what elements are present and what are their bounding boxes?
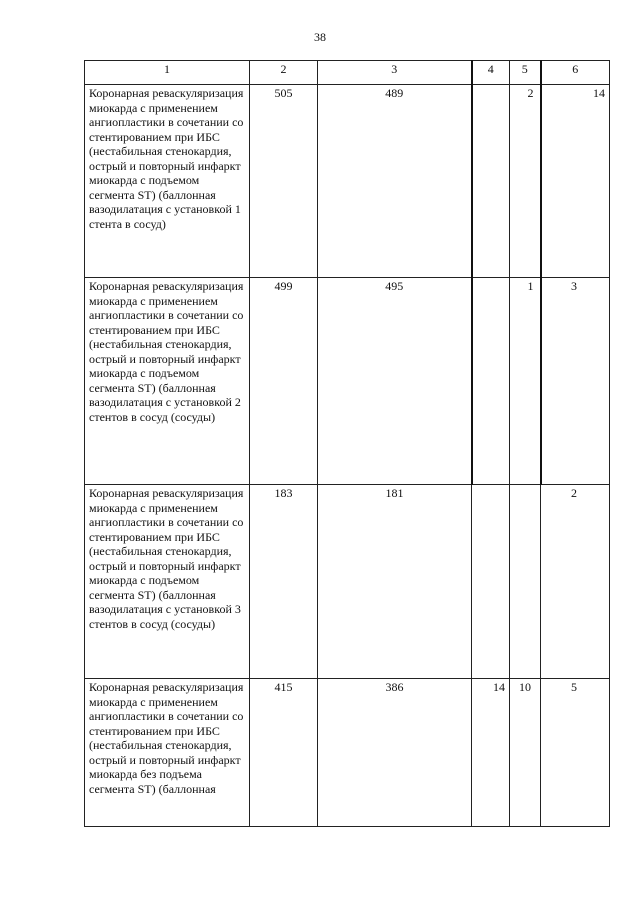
header-cell-2: 2 bbox=[250, 61, 318, 85]
data-table bbox=[84, 60, 610, 827]
value-cell-5: 10 bbox=[510, 679, 541, 827]
procedure-name-cell: Коронарная реваскуляризация миокарда с применением ангиопластики в сочетании со стентированием при ИБС (нестабильная стенокардия, острый и повторный инфаркт миокарда с подъемом сегмента ST) (баллонная вазодилатация с установкой 3 стентов в сосуд (сосуды) bbox=[85, 485, 250, 679]
value-cell-3: 489 bbox=[318, 85, 472, 278]
value-cell-4 bbox=[472, 85, 510, 278]
header-cell-3: 3 bbox=[318, 61, 472, 85]
value-cell-3: 386 bbox=[318, 679, 472, 827]
value-cell-3: 495 bbox=[318, 278, 472, 485]
value-cell-4 bbox=[472, 278, 510, 485]
value-cell-5: 2 bbox=[510, 85, 541, 278]
header-cell-4: 4 bbox=[472, 61, 510, 85]
header-cell-5: 5 bbox=[510, 61, 541, 85]
value-cell-6: 2 bbox=[541, 485, 610, 679]
value-cell-2: 183 bbox=[250, 485, 318, 679]
procedure-name-cell: Коронарная реваскуляризация миокарда с применением ангиопластики в сочетании со стентированием при ИБС (нестабильная стенокардия, острый и повторный инфаркт миокарда без подъема сегмента ST) (баллонная bbox=[85, 679, 250, 827]
value-cell-6: 5 bbox=[541, 679, 610, 827]
value-cell-5 bbox=[510, 485, 541, 679]
table-row bbox=[85, 85, 610, 278]
value-cell-2: 499 bbox=[250, 278, 318, 485]
header-cell-6: 6 bbox=[541, 61, 610, 85]
value-cell-4 bbox=[472, 485, 510, 679]
value-cell-5: 1 bbox=[510, 278, 541, 485]
table-row bbox=[85, 485, 610, 679]
value-cell-4: 14 bbox=[472, 679, 510, 827]
value-cell-6: 3 bbox=[541, 278, 610, 485]
table-row bbox=[85, 679, 610, 827]
table-header-row bbox=[85, 61, 610, 85]
procedure-name-cell: Коронарная реваскуляризация миокарда с применением ангиопластики в сочетании со стентированием при ИБС (нестабильная стенокардия, острый и повторный инфаркт миокарда с подъемом сегмента ST) (баллонная вазодилатация с установкой 1 стента в сосуд) bbox=[85, 85, 250, 278]
value-cell-2: 505 bbox=[250, 85, 318, 278]
value-cell-2: 415 bbox=[250, 679, 318, 827]
page-number: 38 bbox=[314, 30, 326, 44]
table-row bbox=[85, 278, 610, 485]
value-cell-3: 181 bbox=[318, 485, 472, 679]
value-cell-6: 14 bbox=[541, 85, 610, 278]
header-cell-1: 1 bbox=[85, 61, 250, 85]
procedure-name-cell: Коронарная реваскуляризация миокарда с применением ангиопластики в сочетании со стентированием при ИБС (нестабильная стенокардия, острый и повторный инфаркт миокарда с подъемом сегмента ST) (баллонная вазодилатация с установкой 2 стентов в сосуд (сосуды) bbox=[85, 278, 250, 485]
